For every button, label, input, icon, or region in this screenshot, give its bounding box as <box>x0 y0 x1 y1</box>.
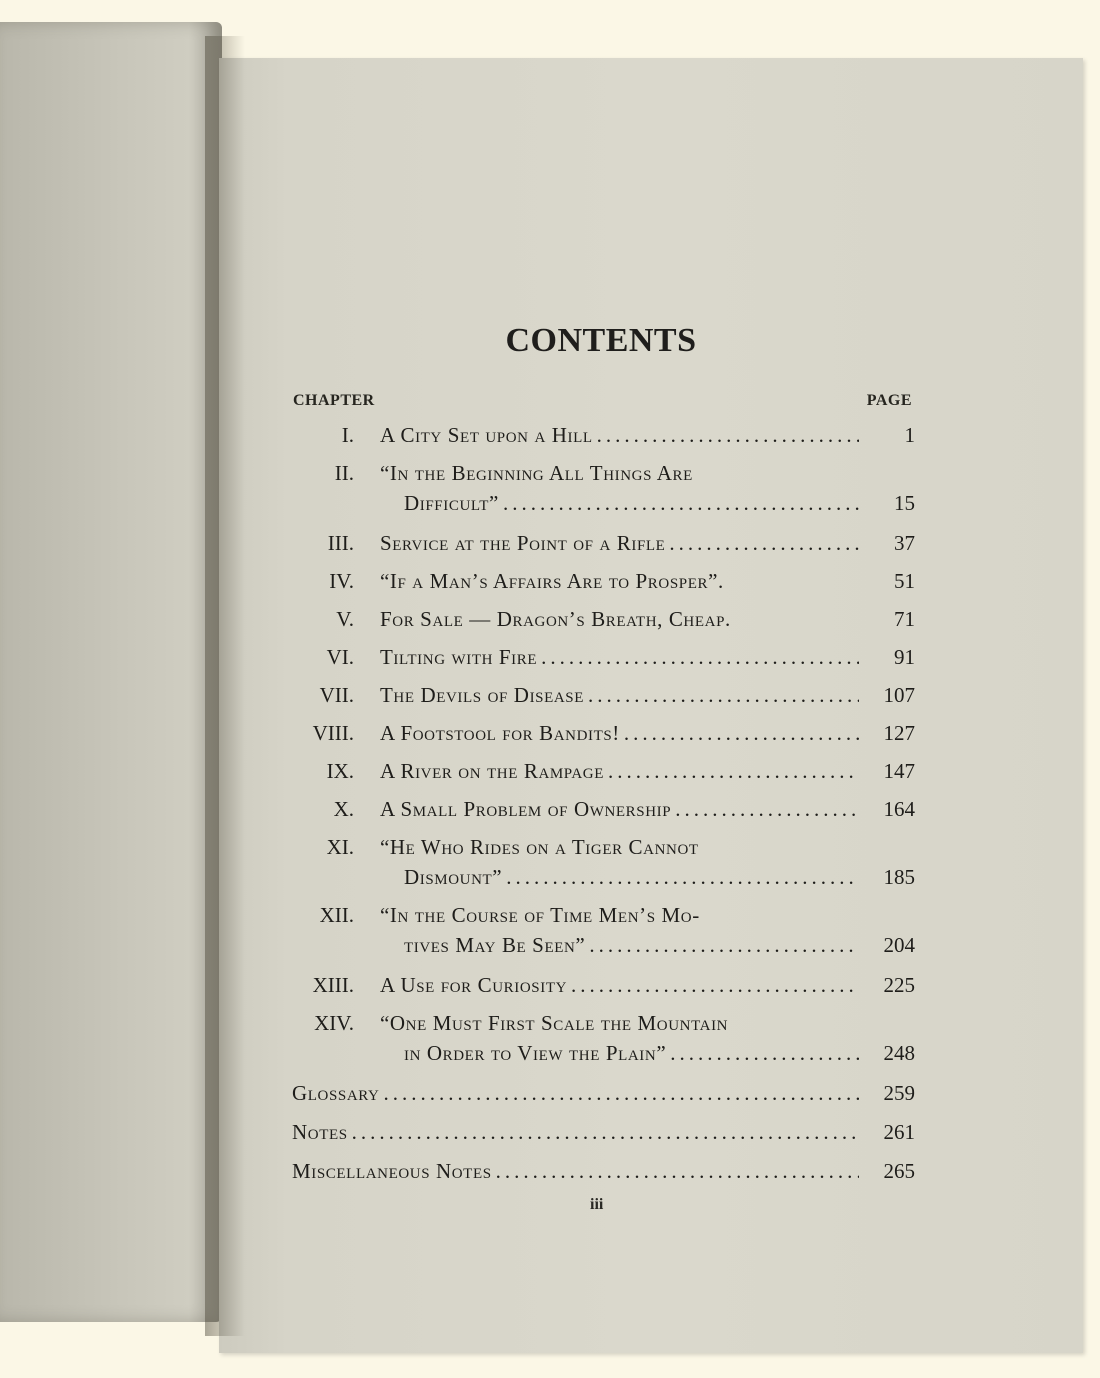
page-number: 204 <box>883 933 915 957</box>
toc-entry <box>290 642 915 680</box>
toc-entry <box>290 420 915 458</box>
chapter-number: XIII. <box>312 973 354 997</box>
left-page <box>0 22 222 1322</box>
toc-entry-glossary <box>290 1078 915 1117</box>
page-number: 261 <box>883 1120 915 1144</box>
chapter-number: V. <box>336 607 354 631</box>
chapter-number: XIV. <box>314 1011 354 1035</box>
chapter-number: XI. <box>326 835 354 859</box>
toc-entry <box>290 718 915 756</box>
toc-entry <box>290 900 915 970</box>
toc-entry <box>290 458 915 528</box>
toc-entry <box>290 970 915 1008</box>
chapter-title-line: “In the Course of Time Men’s Mo- <box>380 903 700 927</box>
toc-entry <box>290 832 915 900</box>
page-number: 265 <box>883 1159 915 1183</box>
page-number: 51 <box>894 569 915 593</box>
chapter-title: A City Set upon a Hill <box>380 423 593 447</box>
page-number: 185 <box>883 865 915 889</box>
page-number: 71 <box>894 607 915 631</box>
folio-page-number: iii <box>590 1196 604 1213</box>
toc-entry <box>290 604 915 642</box>
toc-entry <box>290 794 915 832</box>
page-number: 91 <box>894 645 915 669</box>
chapter-title: Tilting with Fire <box>380 645 538 669</box>
chapter-title: For Sale — Dragon’s Breath, Cheap. <box>380 607 731 631</box>
page-number: 147 <box>883 759 915 783</box>
chapter-number: VI. <box>326 645 354 669</box>
chapter-number: IX. <box>326 759 354 783</box>
chapter-number: X. <box>333 797 354 821</box>
page-number: 107 <box>883 683 915 707</box>
toc-entry-notes <box>290 1117 915 1156</box>
page-number: 248 <box>883 1041 915 1065</box>
page-title: CONTENTS <box>505 322 697 359</box>
chapter-title: Service at the Point of a Rifle <box>380 531 666 555</box>
toc-entry <box>290 566 915 604</box>
page-number: 127 <box>883 721 915 745</box>
chapter-title: The Devils of Disease <box>380 683 585 707</box>
page-column-header: PAGE <box>866 392 912 409</box>
page-number: 1 <box>904 423 915 447</box>
toc-entry <box>290 1008 915 1078</box>
chapter-number: VIII. <box>312 721 354 745</box>
chapter-title-line: in Order to View the Plain” <box>404 1041 667 1065</box>
chapter-title-line: Difficult” <box>404 491 499 515</box>
chapter-title-line: “In the Beginning All Things Are <box>380 461 693 485</box>
chapter-title-line: “He Who Rides on a Tiger Cannot <box>380 835 699 859</box>
chapter-title: A Footstool for Bandits! <box>380 721 620 745</box>
toc-entry <box>290 756 915 794</box>
table-of-contents <box>290 420 915 1195</box>
page-number: 259 <box>883 1081 915 1105</box>
chapter-title-line: “One Must First Scale the Mountain <box>380 1011 729 1035</box>
chapter-title: A River on the Rampage <box>380 759 605 783</box>
chapter-number: III. <box>327 531 354 555</box>
chapter-title: A Use for Curiosity <box>380 973 568 997</box>
back-matter-title: Notes <box>292 1120 348 1144</box>
chapter-number: II. <box>334 461 354 485</box>
page-number: 164 <box>883 797 915 821</box>
toc-entry-miscellaneous-notes <box>290 1156 915 1195</box>
chapter-number: IV. <box>329 569 354 593</box>
page-number: 225 <box>883 973 915 997</box>
chapter-column-header: CHAPTER <box>293 392 375 409</box>
back-matter-title: Miscellaneous Notes <box>292 1159 492 1183</box>
toc-entry <box>290 528 915 566</box>
page-number: 15 <box>894 491 915 515</box>
chapter-title: “If a Man’s Affairs Are to Prosper”. <box>380 569 724 593</box>
chapter-number: XII. <box>319 903 354 927</box>
back-matter-title: Glossary <box>292 1081 380 1105</box>
chapter-title: A Small Problem of Ownership <box>380 797 672 821</box>
toc-entry <box>290 680 915 718</box>
chapter-title-line: Dismount” <box>404 865 503 889</box>
chapter-title-line: tives May Be Seen” <box>404 933 586 957</box>
page-number: 37 <box>894 531 915 555</box>
chapter-number: VII. <box>319 683 354 707</box>
book-gutter <box>205 36 245 1336</box>
chapter-number: I. <box>341 423 354 447</box>
